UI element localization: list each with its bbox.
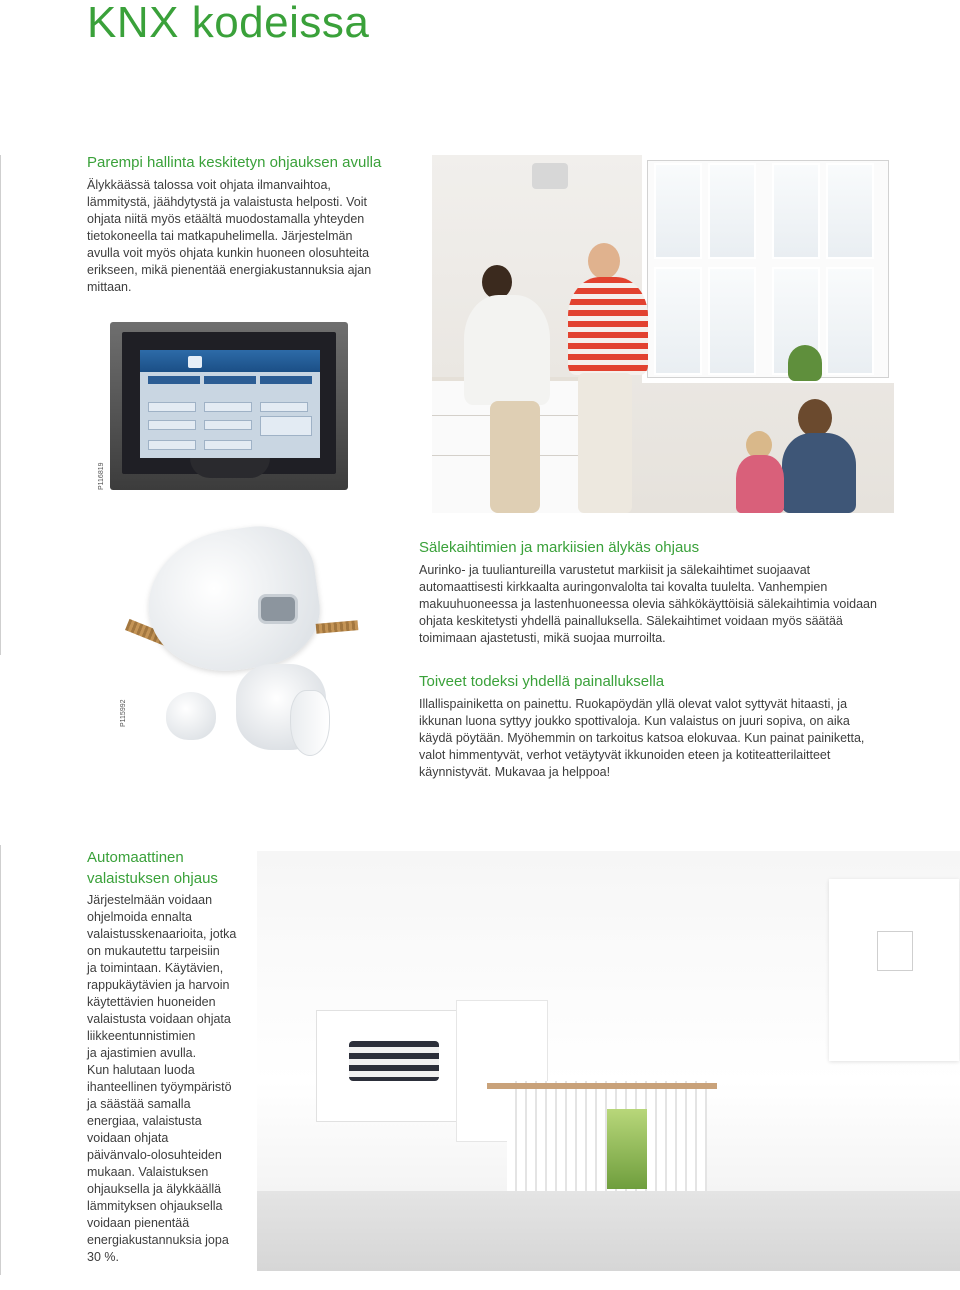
text-line: ohjata keskitetysti yhdellä painalluksella. Sälekaihtimet voidaan myös säätää (419, 614, 843, 628)
text-line: toimimaan ajastetusti, mikä suojaa murroilta. (419, 631, 666, 645)
heading-line: Automaattinen (87, 849, 184, 866)
screen-tab (148, 376, 200, 384)
text-line: avulla voit myös ohjata kunkin huoneen olosuhteita (87, 246, 370, 260)
margin-rule (0, 845, 1, 1275)
text-line: automaattisesti kirkkaalta auringonvalolta tai kovalta tuulelta. Vanhempien (419, 580, 828, 594)
section-body (87, 177, 407, 296)
section-heading: Parempi hallinta keskitetyn ohjauksen avulla (87, 154, 382, 171)
kitchen-photo (432, 155, 894, 513)
section-heading: Sälekaihtimien ja markiisien älykäs ohjaus (419, 539, 700, 556)
screen-button (204, 402, 252, 412)
window-pane (826, 267, 874, 375)
window-pane (654, 163, 702, 259)
section-lighting (87, 847, 252, 1266)
text-line: liikkeentunnistimien (87, 1029, 196, 1043)
child-head (798, 399, 832, 437)
person-head (482, 265, 512, 299)
green-doorway (607, 1109, 647, 1189)
text-line: käynnistyvät. Mukavaa ja helppoa! (419, 765, 611, 779)
person-sweater (568, 277, 648, 375)
panel-buttons (877, 931, 913, 971)
section-central-control (87, 153, 407, 296)
wind-cup (290, 690, 330, 756)
text-line: energiakustannuksia jopa (87, 1233, 229, 1247)
vent (532, 163, 568, 189)
hallway-photo (257, 851, 960, 1271)
text-line: rappukäytävien ja harvoin (87, 978, 230, 992)
text-line: ja säästää samalla (87, 1097, 191, 1111)
window-pane (826, 163, 874, 259)
image-code: P116819 (98, 462, 105, 490)
text-line: 30 %. (87, 1250, 119, 1264)
screen-button (260, 402, 308, 412)
text-line: Aurinko- ja tuuliantureilla varustetut markiisit ja sälekaihtimet suojaavat (419, 563, 811, 577)
text-line: ja toimintaan. Käytävien, (87, 961, 224, 975)
screen-button (148, 420, 196, 430)
plant (788, 345, 822, 381)
text-line: ohjelmoida ennalta (87, 910, 192, 924)
panel-base (190, 458, 270, 478)
handrail (487, 1083, 717, 1089)
text-line: käydä pöytään. Myöhemmin on tarkoitus katsoa elokuvaa. Kun painat painiketta, (419, 731, 865, 745)
screen-button (260, 416, 312, 436)
text-line: energiaa, valaistusta (87, 1114, 202, 1128)
text-line: valaistusskenaarioita, jotka (87, 927, 237, 941)
text-line: mittaan. (87, 280, 132, 294)
section-blinds (419, 538, 939, 647)
panel-screen (140, 350, 320, 458)
child-body (782, 433, 856, 513)
screen-tab (204, 376, 256, 384)
text-line: päivänvalo-olosuhteiden (87, 1148, 222, 1162)
text-line: Illallispainiketta on painettu. Ruokapöydän yllä olevat valot syttyvät hitaasti, ja (419, 697, 848, 711)
screen-button (204, 420, 252, 430)
person-trousers (490, 401, 540, 513)
text-line: ohjauksella ja älykkäällä (87, 1182, 222, 1196)
text-line: ikkunan luona syttyy joukko spottivaloja. Kun valaistus on juuri sopiva, on aika (419, 714, 850, 728)
window-pane (772, 163, 820, 259)
text-line: tietokoneella tai matkapuhelimella. Järjestelmän (87, 229, 353, 243)
section-body (419, 696, 939, 781)
text-line: valot himmentyvät, verhot vetäytyvät ikkunoiden eteen ja kotiteatterilaitteet (419, 748, 831, 762)
hall-floor (257, 1191, 960, 1271)
text-line: Kun halutaan luoda (87, 1063, 195, 1077)
section-body (87, 892, 252, 1266)
text-line: Älykkäässä talossa voit ohjata ilmanvaihtoa, (87, 178, 331, 192)
section-heading (87, 847, 252, 889)
page-title: KNX kodeissa (87, 0, 370, 47)
text-line: makuuhuoneessa ja lastenhuoneessa olevia sähkökäyttöisiä sälekaihtimia voidaan (419, 597, 877, 611)
screen-header (140, 350, 320, 372)
striped-bed (349, 1041, 439, 1081)
text-line: ihanteellinen työympäristö (87, 1080, 232, 1094)
section-heading: Toiveet todeksi yhdellä painalluksella (419, 673, 665, 690)
screen-button (204, 440, 252, 450)
image-code: P115992 (120, 699, 127, 727)
home-icon (188, 356, 202, 368)
text-line: on mukautettu tarpeisiin (87, 944, 220, 958)
text-line: mukaan. Valaistuksen (87, 1165, 209, 1179)
section-one-press (419, 672, 939, 781)
screen-tab (260, 376, 312, 384)
child-body (736, 455, 784, 513)
section-body (419, 562, 939, 647)
solar-panel (316, 620, 359, 634)
text-line: erikseen, mikä pienentää energiakustannuksia ajan (87, 263, 372, 277)
window-pane (708, 163, 756, 259)
text-line: Järjestelmään voidaan (87, 893, 213, 907)
sensor-window (258, 594, 298, 624)
text-line: voidaan ohjata (87, 1131, 169, 1145)
window-pane (708, 267, 756, 375)
screen-button (148, 440, 196, 450)
window-pane (654, 267, 702, 375)
sensor-dome (166, 692, 216, 740)
screen-button (148, 402, 196, 412)
person-shirt (464, 295, 550, 405)
margin-rule (0, 155, 1, 655)
text-line: käytettävien huoneiden (87, 995, 216, 1009)
text-line: ja ajastimien avulla. (87, 1046, 197, 1060)
person-trousers (578, 373, 632, 513)
text-line: valaistusta voidaan ohjata (87, 1012, 231, 1026)
text-line: lämmityksen ohjauksella (87, 1199, 223, 1213)
heading-line: valaistuksen ohjaus (87, 870, 218, 887)
person-head (588, 243, 620, 279)
sensor-housing (139, 519, 327, 681)
text-line: voidaan pienentää (87, 1216, 190, 1230)
text-line: lämmitystä, jäähdytystä ja valaistusta helposti. Voit (87, 195, 367, 209)
text-line: ohjata niitä myös etäältä muodostamalla yhteyden (87, 212, 365, 226)
